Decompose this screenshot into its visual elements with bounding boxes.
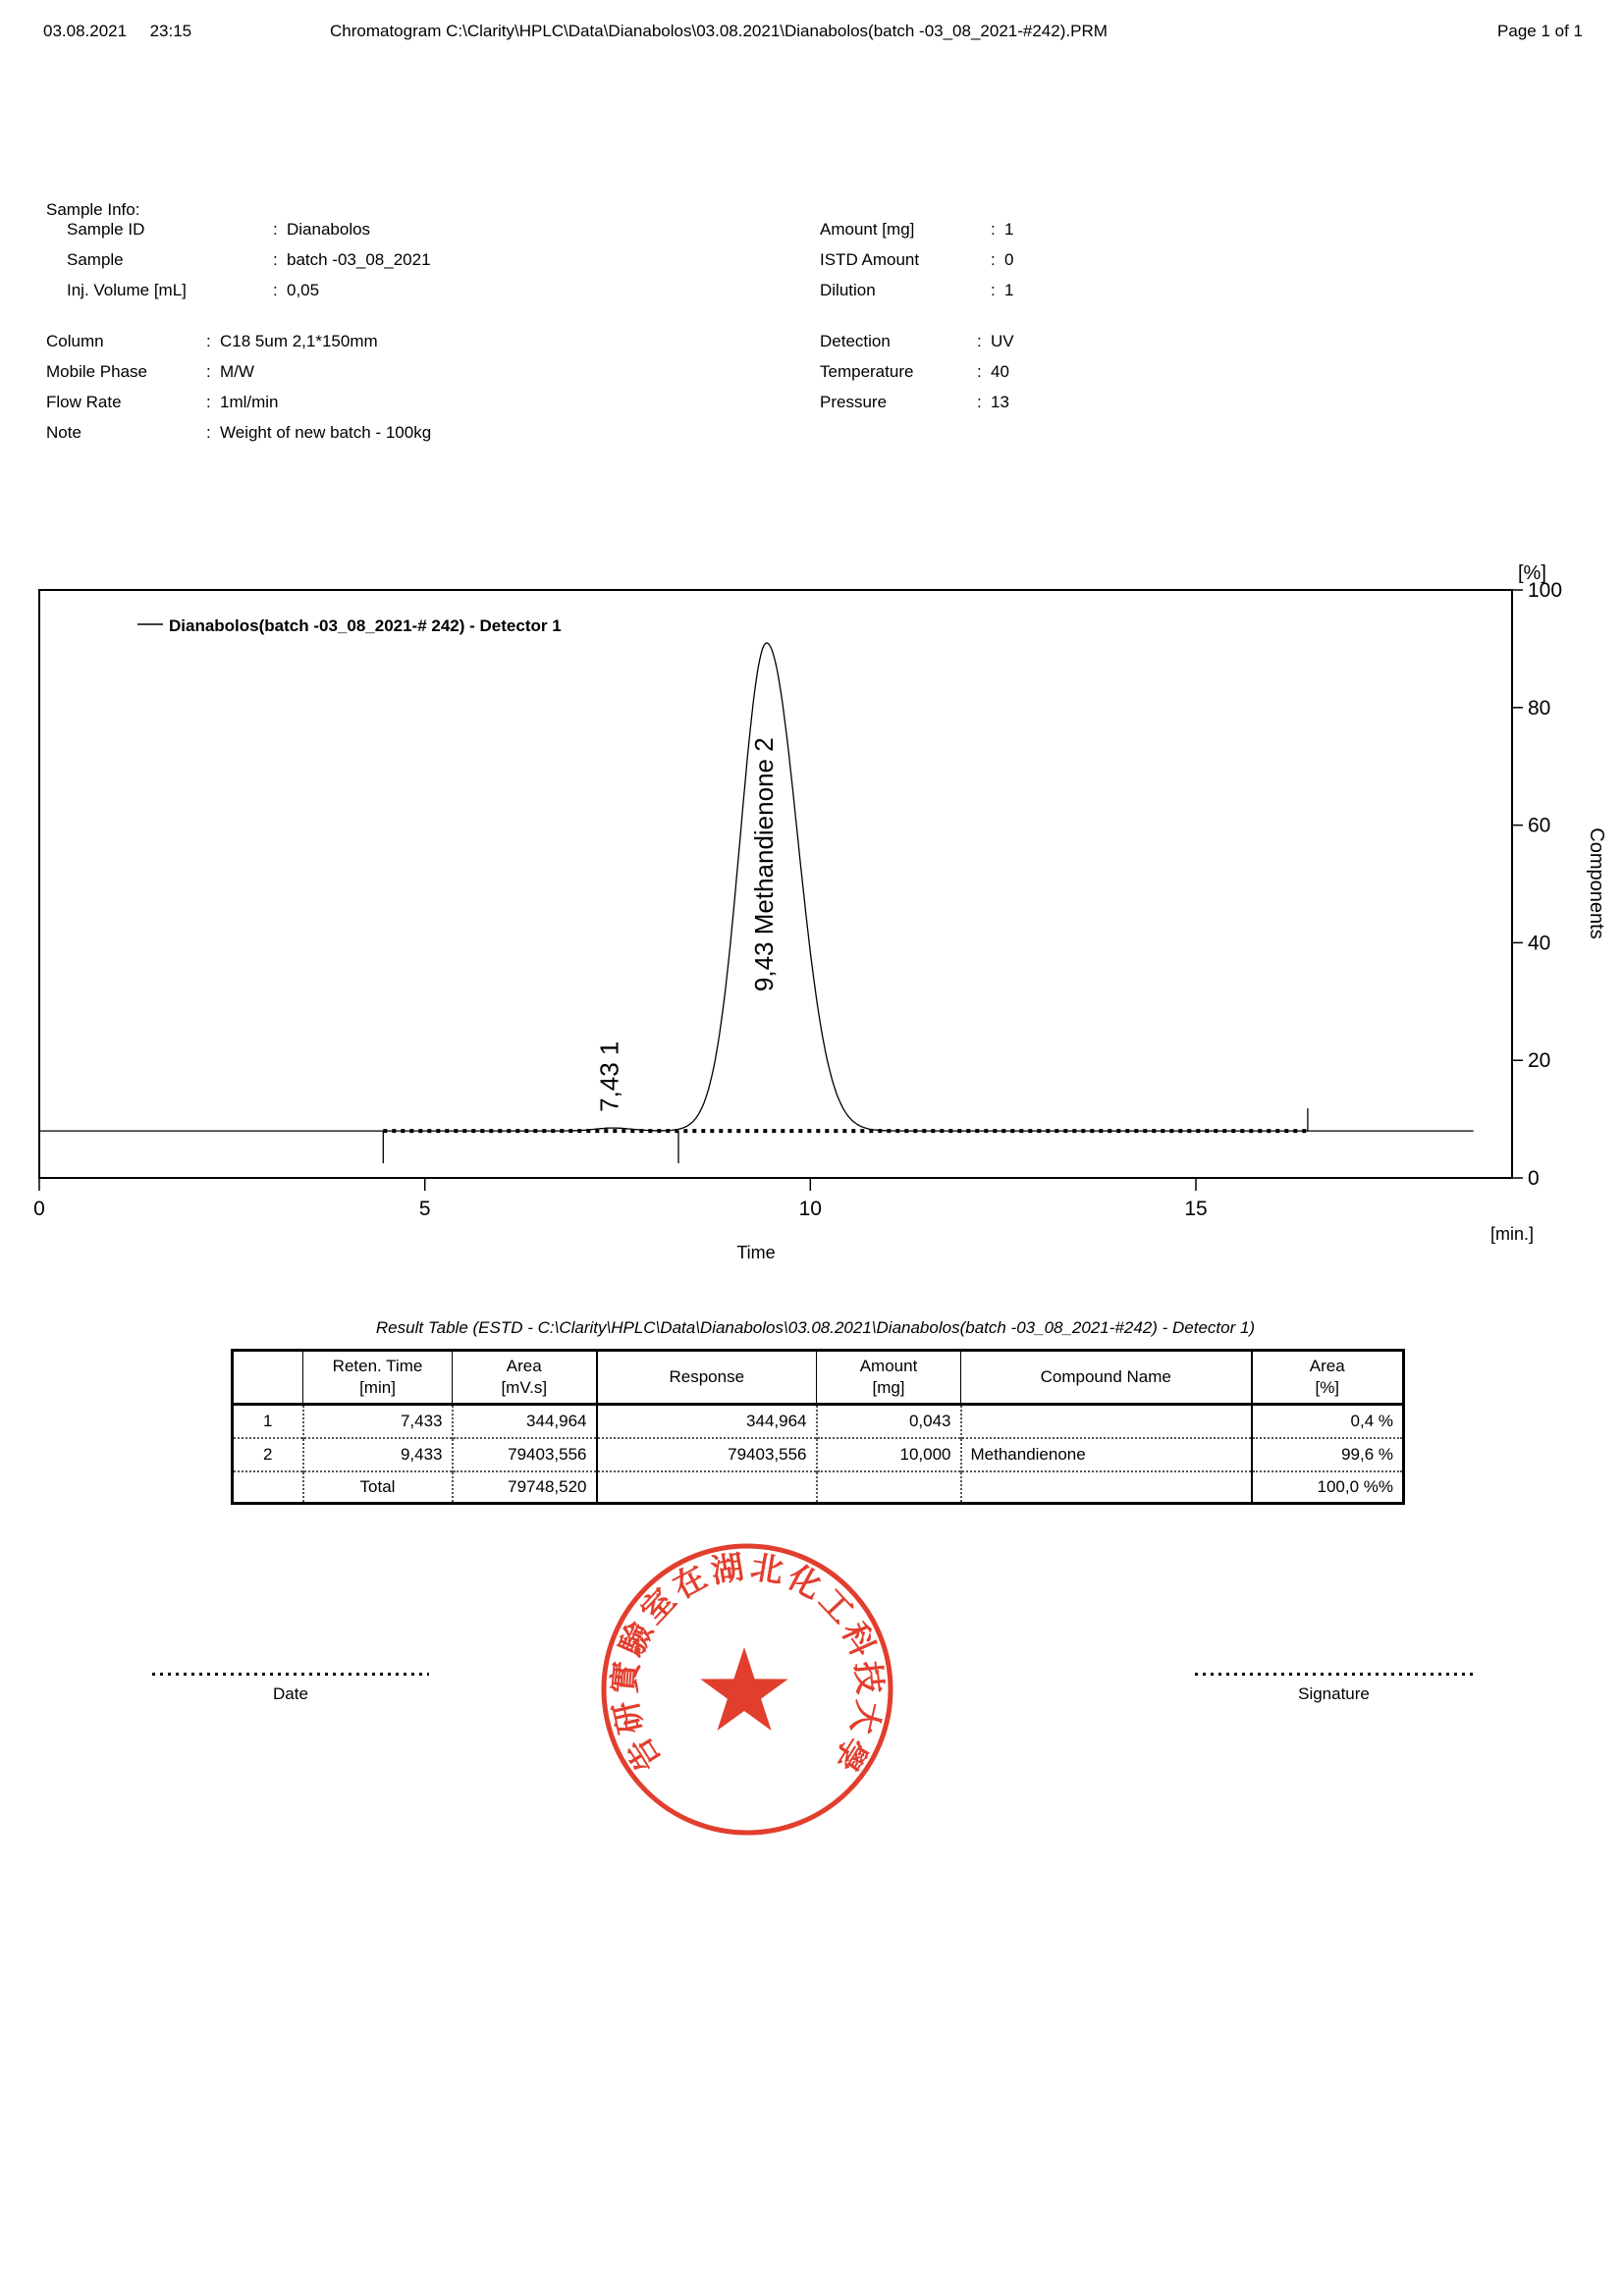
- info-label: Column: [46, 331, 104, 350]
- header-date: 03.08.2021: [43, 22, 128, 40]
- sample-info-left-bottom: [46, 326, 431, 448]
- info-value: 0,05: [287, 280, 320, 299]
- info-value: Dianabolos: [287, 219, 371, 239]
- info-value: Weight of new batch - 100kg: [220, 422, 432, 442]
- stamp-arc-character: 研: [607, 1697, 650, 1737]
- info-row: Detection : UV: [820, 331, 1014, 350]
- info-label: Flow Rate: [46, 392, 122, 411]
- info-value: M/W: [220, 361, 254, 381]
- y-tick-label: 60: [1528, 814, 1551, 837]
- signature-label: Signature: [1298, 1684, 1370, 1703]
- table-cell: 79403,556: [597, 1438, 817, 1471]
- info-label: Sample ID: [67, 219, 145, 239]
- column-header: Amount [mg]: [817, 1351, 961, 1405]
- stamp-arc-character: 技: [848, 1659, 889, 1696]
- table-cell: 9,433: [303, 1438, 453, 1471]
- x-tick-label: 0: [33, 1198, 45, 1220]
- info-row: Amount [mg] : 1: [820, 219, 1014, 239]
- y-axis-title: Components: [1586, 828, 1607, 939]
- info-row: Column : C18 5um 2,1*150mm: [46, 331, 378, 350]
- table-cell: [961, 1405, 1252, 1439]
- table-cell: 7,433: [303, 1405, 453, 1439]
- stamp-arc-character: 在: [666, 1558, 713, 1606]
- signature-line: [1195, 1673, 1473, 1676]
- column-header: Area [%]: [1252, 1351, 1404, 1405]
- info-row: ISTD Amount : 0: [820, 249, 1014, 269]
- info-label: Inj. Volume [mL]: [67, 280, 187, 299]
- column-header: Area [mV.s]: [453, 1351, 597, 1405]
- column-header: Compound Name: [961, 1351, 1252, 1405]
- sample-info-right-top: [820, 214, 1013, 305]
- table-cell: 1: [233, 1405, 303, 1439]
- header-time: 23:15: [149, 22, 192, 40]
- stamp-arc-character: 告: [620, 1731, 668, 1778]
- stamp-arc-character: 室: [633, 1581, 682, 1630]
- table-cell: 10,000: [817, 1438, 961, 1471]
- header-page-number: Page 1 of 1: [1497, 22, 1583, 40]
- date-label: Date: [273, 1684, 308, 1703]
- approval-stamp: [597, 1539, 897, 1840]
- sample-info-right-bottom: [820, 326, 1014, 417]
- stamp-arc-character: 科: [835, 1617, 883, 1662]
- result-table-grid: [231, 1349, 1405, 1505]
- table-cell: 79403,556: [453, 1438, 597, 1471]
- table-cell: 79748,520: [453, 1471, 597, 1504]
- info-label: Detection: [820, 331, 891, 350]
- table-cell: [817, 1471, 961, 1504]
- header-datetime: [43, 22, 191, 41]
- result-table: [231, 1349, 1405, 1505]
- header-title: Chromatogram C:\Clarity\HPLC\Data\Dianabolos\03.08.2021\Dianabolos(batch -03_08_2021-#242).PRM: [330, 22, 1108, 40]
- table-cell: Total: [303, 1471, 453, 1504]
- table-cell: [961, 1471, 1252, 1504]
- info-label: ISTD Amount: [820, 249, 920, 269]
- stamp-star-icon: [700, 1647, 787, 1731]
- peak-label: 7,43 1: [594, 1041, 624, 1112]
- info-row: Note : Weight of new batch - 100kg: [46, 422, 432, 442]
- x-tick-label: 10: [798, 1198, 822, 1220]
- column-header: [233, 1351, 303, 1405]
- y-tick-label: 40: [1528, 932, 1551, 955]
- info-row: Inj. Volume [mL] : 0,05: [67, 280, 320, 299]
- table-cell: 99,6 %: [1252, 1438, 1404, 1471]
- info-row: Flow Rate : 1ml/min: [46, 392, 279, 411]
- table-row: [233, 1405, 1404, 1439]
- info-row: Sample : batch -03_08_2021: [67, 249, 431, 269]
- x-tick-label: 15: [1184, 1198, 1208, 1220]
- stamp-arc-character: 學: [827, 1731, 875, 1778]
- info-row: Pressure : 13: [820, 392, 1009, 411]
- x-unit-label: [min.]: [1489, 1224, 1535, 1244]
- table-cell: 100,0 %%: [1252, 1471, 1404, 1504]
- info-value: batch -03_08_2021: [287, 249, 431, 269]
- info-value: C18 5um 2,1*150mm: [220, 331, 378, 350]
- info-row: Mobile Phase : M/W: [46, 361, 254, 381]
- info-label: Mobile Phase: [46, 361, 148, 381]
- info-value: 1: [1004, 280, 1014, 299]
- info-label: Pressure: [820, 392, 888, 411]
- table-cell: [597, 1471, 817, 1504]
- stamp-arc-character: 大: [844, 1697, 888, 1737]
- info-label: Amount [mg]: [820, 219, 915, 239]
- table-total-row: [233, 1471, 1404, 1504]
- table-cell: 344,964: [597, 1405, 817, 1439]
- info-label: Sample: [67, 249, 124, 269]
- info-value: 1ml/min: [220, 392, 279, 411]
- date-line: [152, 1673, 429, 1676]
- info-row: Dilution : 1: [820, 280, 1014, 299]
- table-cell: 0,4 %: [1350, 1412, 1393, 1430]
- column-header: Response: [597, 1351, 817, 1405]
- x-axis-title: Time: [736, 1243, 776, 1262]
- y-tick-label: 80: [1528, 696, 1551, 720]
- peak-label: 9,43 Methandienone 2: [748, 737, 779, 992]
- stamp-arc-character: 湖: [708, 1548, 747, 1590]
- info-label: Temperature: [820, 361, 914, 381]
- info-value: 0: [1004, 249, 1014, 269]
- info-row: Sample ID : Dianabolos: [67, 219, 371, 239]
- column-header: Reten. Time [min]: [303, 1351, 453, 1405]
- info-value: UV: [991, 331, 1014, 350]
- sample-info-heading: Sample Info:: [46, 200, 140, 219]
- stamp-arc-character: 實: [606, 1659, 646, 1696]
- sample-info-left-top: [67, 214, 431, 305]
- table-cell: 0,043: [817, 1405, 961, 1439]
- info-row: Temperature : 40: [820, 361, 1009, 381]
- stamp-arc-character: 北: [747, 1548, 786, 1590]
- y-tick-label: 100: [1528, 579, 1563, 602]
- y-tick-label: 20: [1528, 1049, 1551, 1073]
- table-header-row: [233, 1351, 1404, 1405]
- table-cell: 2: [233, 1438, 303, 1471]
- info-value: 1: [1004, 219, 1014, 239]
- table-row: [233, 1438, 1404, 1471]
- info-value: 40: [991, 361, 1009, 381]
- info-label: Dilution: [820, 280, 876, 299]
- table-cell: 344,964: [453, 1405, 597, 1439]
- info-label: Note: [46, 422, 81, 442]
- chromatogram-chart: [0, 550, 1623, 1281]
- info-value: 13: [991, 392, 1009, 411]
- stamp-arc-character: 驗: [612, 1617, 660, 1662]
- stamp-arc-character: 化: [782, 1558, 829, 1606]
- y-unit-label: [%]: [1518, 562, 1546, 584]
- x-tick-label: 5: [418, 1198, 431, 1220]
- table-cell: [233, 1471, 303, 1504]
- legend-label: Dianabolos(batch -03_08_2021-# 242) - Detector 1: [169, 616, 562, 635]
- y-tick-label: 0: [1528, 1167, 1540, 1190]
- table-cell: Methandienone: [961, 1438, 1252, 1471]
- result-table-title: Result Table (ESTD - C:\Clarity\HPLC\Data\Dianabolos\03.08.2021\Dianabolos(batch -03_08_2021-#242) - Detector 1): [375, 1318, 1256, 1337]
- stamp-arc-character: 工: [812, 1581, 861, 1630]
